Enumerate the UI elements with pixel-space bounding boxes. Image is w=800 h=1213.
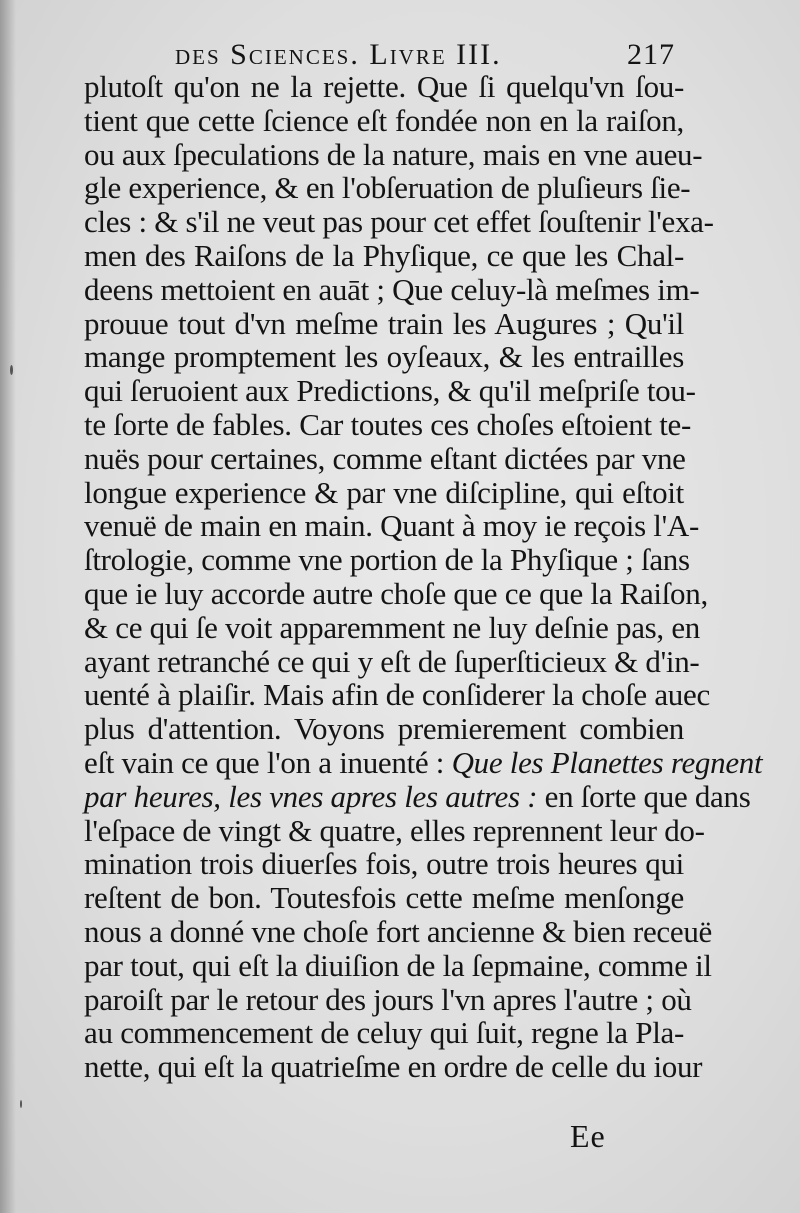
text-segment: te ſorte de fables. Car toutes ces choſes eſtoient te- (84, 406, 692, 442)
text-segment: & ce qui ſe voit apparemment ne luy deſnie pas, en (84, 609, 700, 645)
text-line (84, 204, 714, 240)
italic-segment: par heures, les vnes apres les autres : (84, 778, 538, 814)
text-line (84, 373, 696, 409)
text-line (84, 307, 684, 341)
text-line (84, 442, 684, 476)
page-number: 217 (627, 38, 675, 71)
text-segment: nuës pour certaines, comme eſtant dictées par vne (84, 440, 686, 476)
text-segment: plutoſt qu'on ne la rejette. Que ſi quelqu'vn ſou- (84, 69, 684, 104)
text-line (84, 847, 684, 881)
text-segment: ou aux ſpeculations de la nature, mais en vne aueu- (84, 136, 703, 172)
text-segment: gle experience, & en l'obſeruation de pluſieurs ſie- (84, 170, 691, 206)
text-segment: que ie luy accorde autre choſe que ce que la Raiſon, (84, 575, 708, 611)
text-line (84, 575, 708, 611)
text-segment: par tout, qui eſt la diuiſion de la ſepmaine, comme il (84, 947, 712, 983)
text-line (84, 744, 763, 780)
text-segment: ſtrologie, comme vne portion de la Phyſique ; ſans (84, 542, 690, 578)
text-segment: cles : & s'il ne veut pas pour cet effet ſouſtenir l'exa- (84, 204, 714, 240)
text-segment: eſt vain ce que l'on a inuenté : (84, 744, 452, 780)
ink-speck (10, 365, 13, 375)
text-segment: nette, qui eſt la quatrieſme en ordre de celle du iour (84, 1049, 703, 1085)
text-segment: au commencement de celuy qui ſuit, regne la Pla- (84, 1015, 684, 1051)
text-segment: mination trois diuerſes fois, outre trois heures qui (84, 846, 684, 882)
italic-segment: Que les Planettes regnent (451, 744, 763, 780)
text-line (84, 712, 684, 746)
running-head-title: des Sciences. Livre III. (175, 38, 502, 71)
text-line (84, 643, 700, 679)
binding-shadow (0, 0, 16, 1213)
text-line (84, 1049, 703, 1085)
text-line (84, 70, 684, 104)
text-segment: prouue tout d'vn meſme train les Augures ; Qu'il (84, 305, 684, 341)
text-line (84, 947, 712, 983)
text-line (84, 340, 684, 374)
text-line (84, 1016, 684, 1050)
text-line (84, 104, 684, 138)
text-segment: reſtent de bon. Toutesfois cette meſme menſonge (84, 880, 684, 916)
text-segment: mange promptement les oyſeaux, & les entrailles (84, 339, 684, 375)
text-line (84, 677, 710, 713)
text-line (84, 609, 700, 645)
text-line (84, 913, 712, 949)
text-line (84, 508, 699, 544)
text-segment: venuë de main en main. Quant à moy ie reçois l'A- (84, 508, 699, 544)
text-segment: l'eſpace de vingt & quatre, elles reprennent leur do- (84, 812, 705, 848)
text-segment: deens mettoient en auāt ; Que celuy-là meſmes im- (84, 271, 700, 307)
text-segment: plus d'attention. Voyons premierement combien (84, 711, 684, 747)
text-segment: longue experience & par vne diſcipline, qui eſtoit (84, 474, 684, 510)
body-text (84, 69, 763, 1085)
text-line (84, 406, 692, 442)
text-line (84, 881, 684, 915)
text-line (84, 542, 690, 578)
text-segment: en ſorte que dans (537, 778, 751, 814)
text-segment: ayant retranché ce qui y eſt de ſuperſticieux & d'in- (84, 643, 700, 679)
text-line (84, 981, 692, 1017)
text-segment: paroiſt par le retour des jours l'vn apres l'autre ; où (84, 981, 692, 1017)
text-segment: nous a donné vne choſe fort ancienne & bien receuë (84, 913, 712, 949)
text-line (84, 239, 684, 273)
text-line (84, 271, 700, 307)
text-line (84, 812, 705, 848)
catchword: Ee (570, 1118, 606, 1154)
text-segment: uenté à plaiſir. Mais afin de conſiderer la choſe auec (84, 677, 710, 713)
text-segment: qui ſeruoient aux Predictions, & qu'il meſpriſe tou- (84, 373, 696, 409)
text-line (84, 136, 703, 172)
ink-speck (20, 1100, 22, 1108)
text-line (84, 778, 751, 814)
text-line (84, 170, 691, 206)
text-segment: men des Raiſons de la Phyſique, ce que les Chal- (84, 237, 684, 273)
text-line (84, 476, 684, 510)
text-segment: tient que cette ſcience eſt fondée non en la raiſon, (84, 102, 684, 138)
